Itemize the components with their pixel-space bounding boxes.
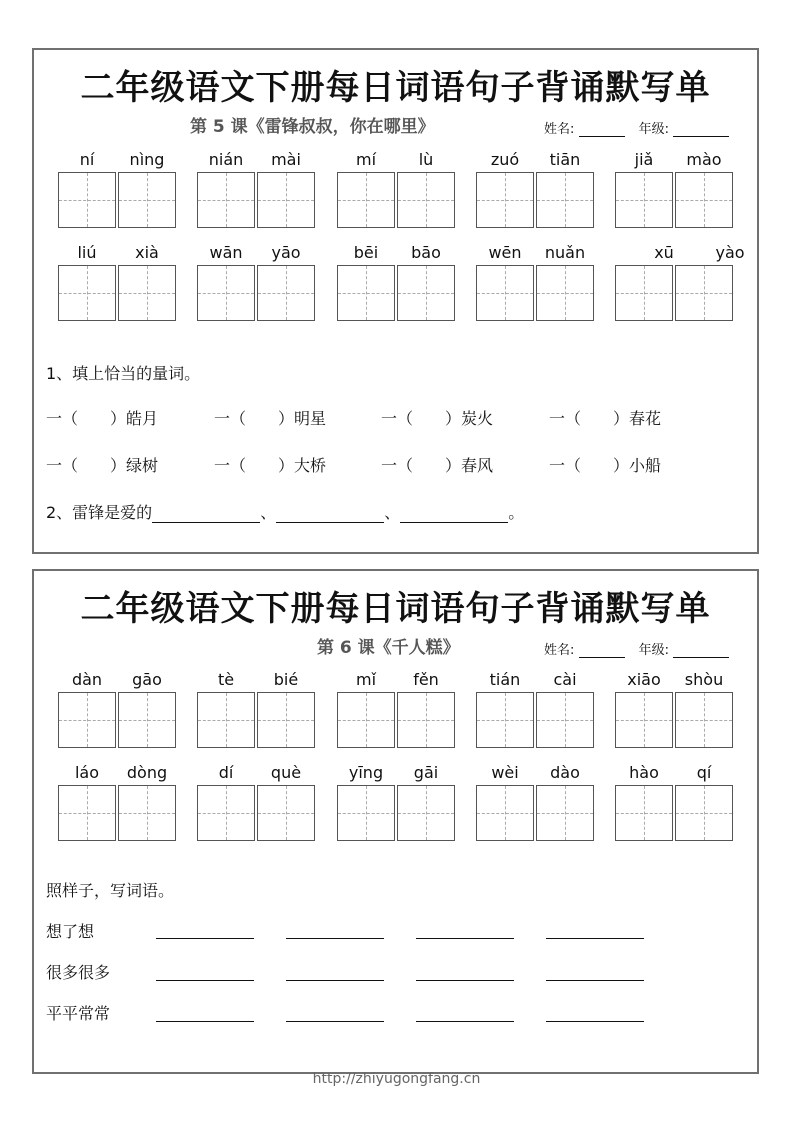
answer-line[interactable]	[156, 962, 254, 981]
worksheet-title: 二年级语文下册每日词语句子背诵默写单	[80, 589, 711, 629]
tian-grid-box[interactable]	[675, 692, 733, 748]
grade-blank[interactable]	[673, 122, 729, 137]
pinyin: dí	[218, 763, 234, 782]
pinyin: què	[270, 763, 302, 782]
pinyin: wèi	[491, 763, 519, 782]
answer-line[interactable]	[286, 962, 384, 981]
tian-grid-box[interactable]	[536, 265, 594, 321]
grade-label: 年级:	[638, 643, 670, 658]
pinyin: bēi	[353, 243, 379, 262]
answer-line[interactable]	[546, 1003, 644, 1022]
tian-grid-box[interactable]	[118, 692, 176, 748]
worksheet-card-lesson-5	[32, 48, 759, 554]
name-grade-field	[544, 118, 729, 137]
tian-grid-box[interactable]	[675, 785, 733, 841]
pinyin: yào	[715, 243, 745, 262]
pinyin: gāi	[413, 763, 439, 782]
pinyin: mǐ	[355, 670, 377, 689]
example-word: 平平常常	[46, 1004, 111, 1023]
tian-grid-box[interactable]	[615, 265, 673, 321]
question-1: 1、填上恰当的量词。	[46, 364, 201, 383]
pinyin: tiān	[549, 150, 581, 169]
pinyin: ní	[79, 150, 95, 169]
tian-grid-box[interactable]	[118, 265, 176, 321]
tian-grid-box[interactable]	[476, 692, 534, 748]
pinyin: dàn	[71, 670, 103, 689]
name-label: 姓名:	[544, 643, 575, 658]
pinyin: gāo	[132, 670, 162, 689]
lesson-title: 第 6 课《千人糕》	[317, 638, 460, 658]
pinyin: bié	[273, 670, 299, 689]
pinyin: dào	[550, 763, 580, 782]
pinyin: wēn	[488, 243, 522, 262]
question-2-text: 2、雷锋是爱的	[46, 503, 153, 522]
measure-item[interactable]: 一（ ）皓月	[46, 409, 159, 428]
answer-blank[interactable]	[152, 506, 260, 523]
name-blank[interactable]	[579, 122, 625, 137]
tian-grid-box[interactable]	[675, 172, 733, 228]
name-blank[interactable]	[579, 643, 625, 658]
measure-item[interactable]: 一（ ）绿树	[46, 456, 159, 475]
measure-item[interactable]: 一（ ）大桥	[214, 456, 327, 475]
worksheet-card-lesson-6	[32, 569, 759, 1074]
worksheet-title: 二年级语文下册每日词语句子背诵默写单	[80, 68, 711, 108]
tian-grid-box[interactable]	[397, 785, 455, 841]
question-2	[46, 500, 524, 523]
tian-grid-box[interactable]	[58, 172, 116, 228]
tian-grid-box[interactable]	[197, 265, 255, 321]
pinyin: yīng	[348, 763, 384, 782]
tian-grid-box[interactable]	[58, 265, 116, 321]
period: 。	[508, 503, 525, 522]
tian-grid-box[interactable]	[337, 172, 395, 228]
tian-grid-box[interactable]	[476, 785, 534, 841]
tian-grid-box[interactable]	[257, 172, 315, 228]
tian-grid-box[interactable]	[536, 785, 594, 841]
grade-label: 年级:	[638, 122, 670, 137]
tian-grid-box[interactable]	[536, 172, 594, 228]
pinyin: qí	[696, 763, 712, 782]
name-grade-field	[544, 639, 729, 658]
pinyin: shòu	[684, 670, 724, 689]
tian-grid-box[interactable]	[397, 265, 455, 321]
pinyin: bāo	[411, 243, 441, 262]
measure-item[interactable]: 一（ ）明星	[214, 409, 327, 428]
pinyin: tè	[217, 670, 235, 689]
answer-line[interactable]	[546, 962, 644, 981]
pinyin: nìng	[129, 150, 165, 169]
pinyin: xià	[135, 243, 159, 262]
tian-grid-box[interactable]	[58, 785, 116, 841]
tian-grid-box[interactable]	[58, 692, 116, 748]
pinyin: yāo	[271, 243, 301, 262]
measure-item[interactable]: 一（ ）春风	[381, 456, 494, 475]
pinyin: hào	[629, 763, 659, 782]
tian-grid-box[interactable]	[257, 692, 315, 748]
measure-item[interactable]: 一（ ）春花	[549, 409, 662, 428]
tian-grid-box[interactable]	[536, 692, 594, 748]
measure-item[interactable]: 一（ ）小船	[549, 456, 662, 475]
pinyin: nián	[208, 150, 244, 169]
pinyin: fěn	[413, 670, 439, 689]
pinyin: tián	[489, 670, 521, 689]
pinyin: lù	[418, 150, 434, 169]
tian-grid-box[interactable]	[337, 785, 395, 841]
measure-item[interactable]: 一（ ）炭火	[381, 409, 494, 428]
tian-grid-box[interactable]	[615, 172, 673, 228]
pinyin: xū	[654, 243, 674, 262]
tian-grid-box[interactable]	[118, 172, 176, 228]
tian-grid-box[interactable]	[257, 785, 315, 841]
pinyin: dòng	[126, 763, 168, 782]
pinyin: zuó	[490, 150, 520, 169]
separator: 、	[384, 503, 401, 522]
answer-blank[interactable]	[276, 506, 384, 523]
answer-blank[interactable]	[400, 506, 508, 523]
pinyin: xiāo	[627, 670, 661, 689]
tian-grid-box[interactable]	[118, 785, 176, 841]
tian-grid-box[interactable]	[197, 785, 255, 841]
tian-grid-box[interactable]	[476, 265, 534, 321]
answer-line[interactable]	[156, 1003, 254, 1022]
pinyin: mí	[355, 150, 377, 169]
pinyin: jiǎ	[634, 150, 654, 169]
tian-grid-box[interactable]	[197, 692, 255, 748]
tian-grid-box[interactable]	[397, 692, 455, 748]
separator: 、	[260, 503, 277, 522]
answer-line[interactable]	[286, 1003, 384, 1022]
tian-grid-box[interactable]	[197, 172, 255, 228]
tian-grid-box[interactable]	[675, 265, 733, 321]
pinyin: nuǎn	[544, 243, 586, 262]
tian-grid-box[interactable]	[476, 172, 534, 228]
pinyin: cài	[553, 670, 577, 689]
answer-line[interactable]	[156, 920, 254, 939]
tian-grid-box[interactable]	[337, 692, 395, 748]
pinyin: mài	[271, 150, 301, 169]
tian-grid-box[interactable]	[615, 692, 673, 748]
instruction: 照样子，写词语。	[46, 881, 175, 900]
answer-line[interactable]	[416, 962, 514, 981]
tian-grid-box[interactable]	[397, 172, 455, 228]
answer-line[interactable]	[546, 920, 644, 939]
footer-url[interactable]: http://zhiyugongfang.cn	[312, 1071, 481, 1087]
pinyin: wān	[209, 243, 243, 262]
tian-grid-box[interactable]	[337, 265, 395, 321]
pinyin: láo	[74, 763, 100, 782]
tian-grid-box[interactable]	[615, 785, 673, 841]
example-word: 想了想	[46, 922, 95, 941]
pinyin: liú	[77, 243, 97, 262]
answer-line[interactable]	[416, 920, 514, 939]
answer-line[interactable]	[416, 1003, 514, 1022]
name-label: 姓名:	[544, 122, 575, 137]
grade-blank[interactable]	[673, 643, 729, 658]
tian-grid-box[interactable]	[257, 265, 315, 321]
answer-line[interactable]	[286, 920, 384, 939]
example-word: 很多很多	[46, 963, 111, 982]
pinyin: mào	[686, 150, 722, 169]
lesson-title: 第 5 课《雷锋叔叔，你在哪里》	[190, 117, 435, 137]
